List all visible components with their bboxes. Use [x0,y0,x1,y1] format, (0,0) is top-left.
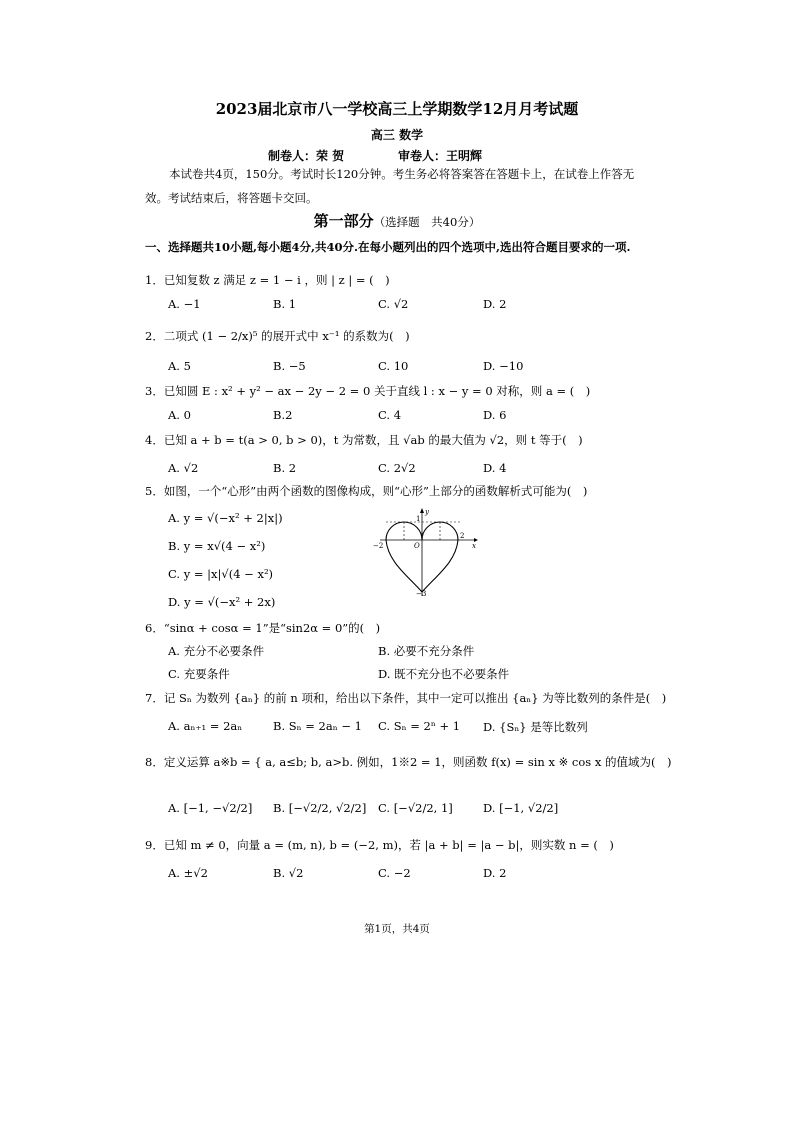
question-6 [145,620,380,636]
q5-option-c: C. y = |x|√(4 − x²) [168,567,274,581]
part-title: 第一部分 [313,212,374,230]
q7-option-a: A. aₙ₊₁ = 2aₙ [168,719,243,733]
q3-option-c: C. 4 [378,408,402,422]
question-9 [145,837,614,853]
q6-option-c: C. 充要条件 [168,667,230,681]
q8-option-a: A. [−1, −√2/2] [168,801,253,815]
q2-option-c: C. 10 [378,359,409,373]
label-origin: O [414,542,420,550]
q7-option-d: D. {Sₙ} 是等比数列 [483,720,588,734]
label-2: 2 [460,532,465,540]
question-5 [145,483,587,499]
q2-option-a: A. 5 [168,359,191,373]
q8-option-d: D. [−1, √2/2] [483,801,559,815]
label-neg3: −3 [416,590,427,598]
question-number: 9． [145,838,164,852]
question-3 [145,383,590,399]
question-text: 记 Sₙ 为数列 {aₙ} 的前 n 项和，给出以下条件，其中一定可以推出 {aₙ} 为等比数列的条件是( ) [163,691,667,705]
section-instructions: 一、选择题共10小题,每小题4分,共40分.在每小题列出的四个选项中,选出符合题目要求的一项. [145,240,631,254]
label-x: x [472,542,476,550]
q1-option-b: B. 1 [273,297,297,311]
y-axis-arrow [420,508,424,513]
question-8 [145,754,671,770]
question-number: 3． [145,384,164,398]
q1-option-d: D. 2 [483,297,507,311]
part-heading [0,210,794,231]
label-1: 1 [416,515,421,523]
q2-option-b: B. −5 [273,359,306,373]
q5-option-b: B. y = x√(4 − x²) [168,539,266,553]
label-neg2: −2 [373,542,384,550]
exam-title: 2023届北京市八一学校高三上学期数学12月月考试题 [215,100,579,118]
exam-intro: 本试卷共4页，150分。考试时长120分钟。考生务必将答案答在答题卡上，在试卷上作答无效。考试结束后，将答题卡交回。 [145,167,635,205]
question-text: 如图，一个“心形”由两个函数的图像构成，则“心形”上部分的函数解析式可能为( ) [163,484,588,498]
q1-option-c: C. √2 [378,297,409,311]
question-number: 6． [145,621,164,635]
heart-figure [370,506,480,598]
q5-option-d: D. y = √(−x² + 2x) [168,595,276,609]
question-number: 1． [145,273,164,287]
q6-option-d: D. 既不充分也不必要条件 [378,667,510,681]
question-text: 已知复数 z 满足 z = 1 − i ，则 | z | = ( ) [163,273,390,287]
label-y: y [425,508,429,516]
q9-option-c: C. −2 [378,866,411,880]
page-footer: 第1页，共4页 [364,923,430,935]
q5-option-a: A. y = √(−x² + 2|x|) [168,511,283,525]
question-number: 2． [145,329,164,343]
q8-option-c: C. [−√2/2, 1] [378,801,453,815]
question-2 [145,328,410,344]
question-text: “sinα + cosα = 1”是“sin2α = 0”的( ) [163,621,381,635]
q3-option-a: A. 0 [168,408,191,422]
q4-option-a: A. √2 [168,461,199,475]
q7-option-b: B. Sₙ = 2aₙ − 1 [273,719,362,733]
q4-option-d: D. 4 [483,461,507,475]
q9-option-d: D. 2 [483,866,507,880]
q6-option-b: B. 必要不充分条件 [378,644,475,658]
q3-option-b: B.2 [273,408,293,422]
question-1 [145,272,390,288]
maker: 制卷人：荣 贺 [268,149,345,163]
question-text: 已知 m ≠ 0，向量 a = (m, n), b = (−2, m)，若 |a + b| = |a − b|，则实数 n = ( ) [163,838,614,852]
question-number: 7． [145,691,164,705]
q2-option-d: D. −10 [483,359,524,373]
question-number: 4． [145,433,164,447]
q9-option-a: A. ±√2 [168,866,208,880]
question-text: 二项式 (1 − 2/x)⁵ 的展开式中 x⁻¹ 的系数为( ) [163,329,410,343]
q3-option-d: D. 6 [483,408,507,422]
question-number: 8． [145,755,164,769]
question-4 [145,432,583,448]
q6-option-a: A. 充分不必要条件 [168,644,265,658]
question-7 [145,690,666,706]
q8-option-b: B. [−√2/2, √2/2] [273,801,367,815]
part-note: （选择题 共40分） [373,215,481,229]
q9-option-b: B. √2 [273,866,304,880]
q1-option-a: A. −1 [168,297,201,311]
q4-option-b: B. 2 [273,461,297,475]
question-text: 定义运算 a※b = { a, a≤b; b, a>b. 例如，1※2 = 1，则函数 f(x) = sin x ※ cos x 的值域为( ) [163,755,672,769]
question-text: 已知圆 E : x² + y² − ax − 2y − 2 = 0 关于直线 l : x − y = 0 对称，则 a = ( ) [163,384,591,398]
question-number: 5． [145,484,164,498]
reviewer: 审卷人：王明辉 [398,149,483,163]
q7-option-c: C. Sₙ = 2ⁿ + 1 [378,719,461,733]
q4-option-c: C. 2√2 [378,461,416,475]
question-text: 已知 a + b = t(a > 0, b > 0)，t 为常数，且 √ab 的最大值为 √2，则 t 等于( ) [163,433,583,447]
exam-subtitle: 高三 数学 [370,128,424,142]
